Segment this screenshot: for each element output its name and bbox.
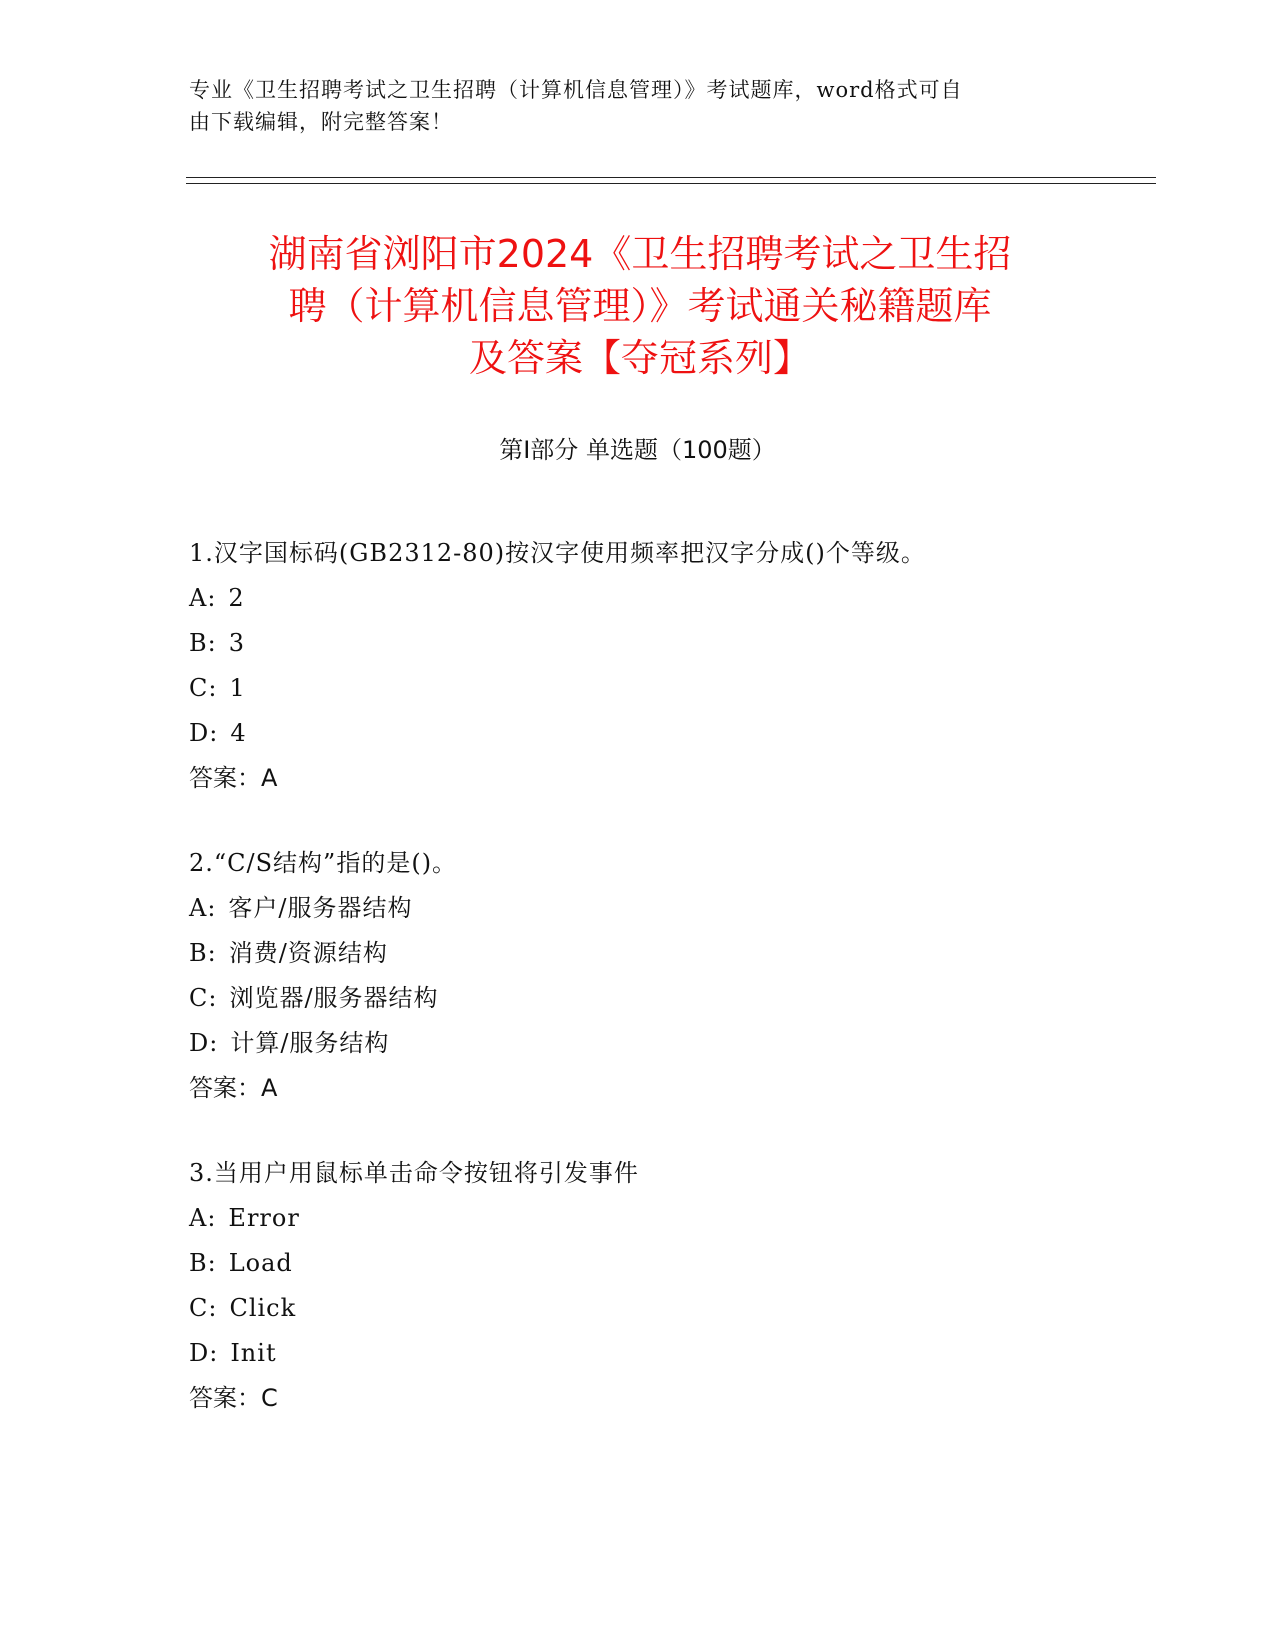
option-text: Error [228,1204,300,1232]
option-letter: D: [189,1339,219,1367]
header-note [189,74,1069,138]
document-title-line2: 聘（计算机信息管理）》考试通关秘籍题库 [288,284,992,328]
question-stem: 3.当用户用鼠标单击命令按钮将引发事件 [189,1159,639,1187]
option-letter: C: [189,674,218,702]
answer-line: 答案：A [189,764,278,792]
option-text: 计算/服务结构 [230,1029,390,1057]
option-d [189,1021,1139,1066]
question-stem: 2.“C/S结构”指的是()。 [189,849,458,877]
option-d [189,711,1139,756]
document-title-line1: 湖南省浏阳市2024《卫生招聘考试之卫生招 [268,232,1012,276]
option-letter: B: [189,629,217,657]
question-1 [189,531,1139,801]
option-letter: C: [189,984,218,1012]
document-title [180,228,1100,384]
option-d [189,1331,1139,1376]
option-text: 2 [228,584,245,612]
header-note-line1: 专业《卫生招聘考试之卫生招聘（计算机信息管理）》考试题库，word格式可自 [189,78,963,102]
option-letter: D: [189,719,219,747]
option-text: Load [228,1249,293,1277]
option-text: Init [230,1339,277,1367]
option-b [189,1241,1139,1286]
option-c [189,1286,1139,1331]
option-b [189,931,1139,976]
question-stem: 1.汉字国标码(GB2312-80)按汉字使用频率把汉字分成()个等级。 [189,539,926,567]
option-letter: B: [189,1249,217,1277]
option-letter: A: [189,894,217,922]
option-text: 客户/服务器结构 [228,894,413,922]
question-3 [189,1151,1139,1421]
section-heading: 第I部分 单选题（100题） [499,436,776,464]
option-c [189,666,1139,711]
answer-line: 答案：A [189,1074,278,1102]
question-2 [189,841,1139,1111]
option-letter: B: [189,939,217,967]
option-text: 1 [229,674,246,702]
option-a [189,886,1139,931]
option-text: Click [229,1294,297,1322]
header-note-line2: 由下载编辑，附完整答案！ [189,110,453,134]
option-letter: A: [189,584,217,612]
option-text: 浏览器/服务器结构 [229,984,439,1012]
option-a [189,576,1139,621]
option-letter: A: [189,1204,217,1232]
answer-line: 答案：C [189,1384,278,1412]
option-c [189,976,1139,1021]
option-a [189,1196,1139,1241]
option-letter: C: [189,1294,218,1322]
option-letter: D: [189,1029,219,1057]
question-list [189,531,1139,1461]
header-divider-bottom [186,183,1156,184]
header-divider-top [186,177,1156,178]
option-text: 3 [228,629,246,657]
option-text: 消费/资源结构 [228,939,388,967]
option-text: 4 [230,719,247,747]
document-title-line3: 及答案【夺冠系列】 [468,336,811,380]
option-b [189,621,1139,666]
